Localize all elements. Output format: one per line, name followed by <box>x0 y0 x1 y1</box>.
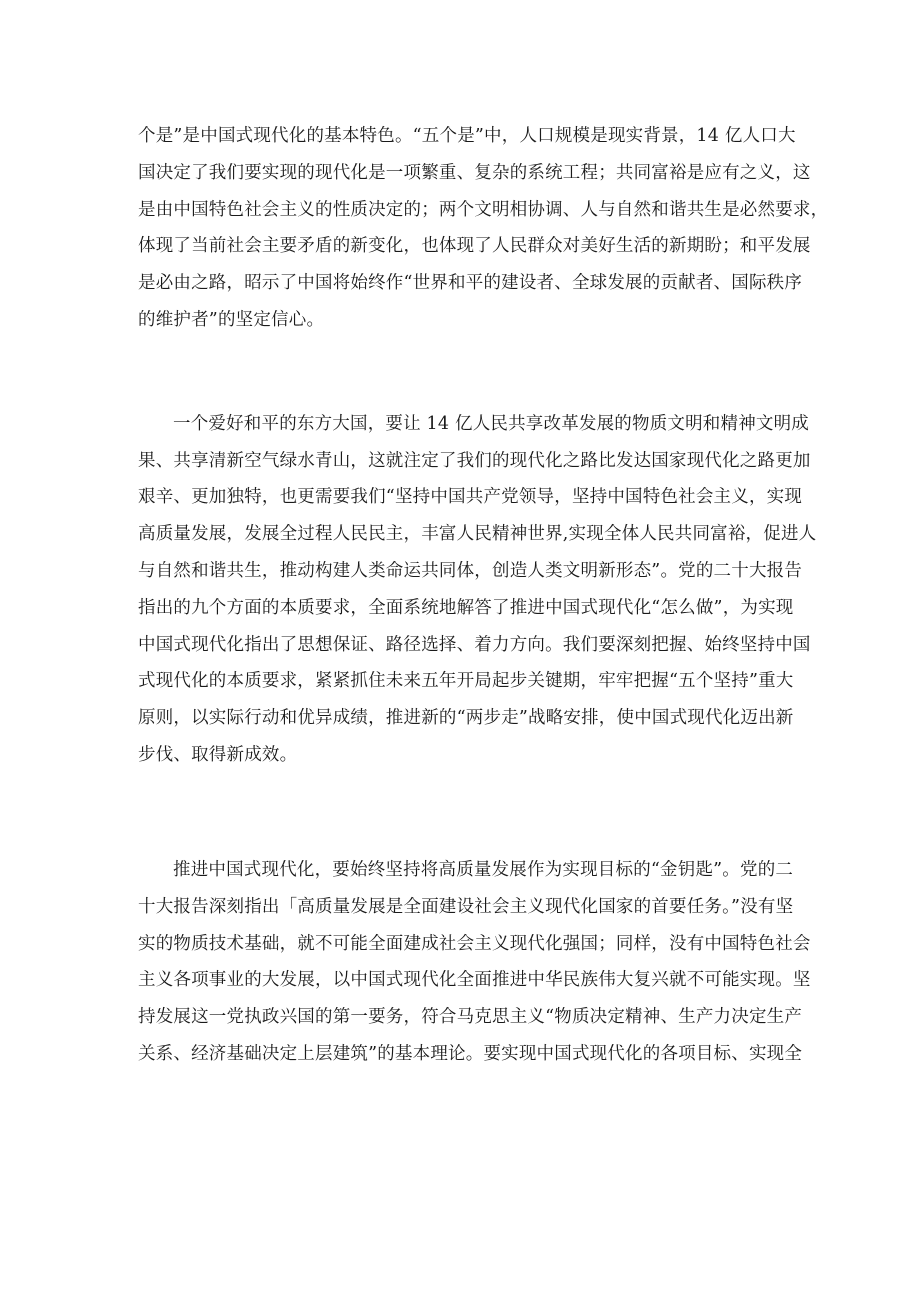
text-line: 实的物质技术基础，就不可能全面建成社会主义现代化强国；同样，没有中国特色社会 <box>138 934 811 954</box>
text-line: 主义各项事业的大发展，以中国式现代化全面推进中华民族伟大复兴就不可能实现。坚 <box>138 970 811 990</box>
text-line: 是必由之路，昭示了中国将始终作“世界和平的建设者、全球发展的贡献者、国际秩序 <box>138 273 803 293</box>
text-line: 指出的九个方面的本质要求，全面系统地解答了推进中国式现代化“怎么做”，为实现 <box>138 598 794 618</box>
text-line: 个是”是中国式现代化的基本特色。“五个是”中，人口规模是现实背景，14 亿人口大 <box>138 126 796 146</box>
text-line: 国决定了我们要实现的现代化是一项繁重、复杂的系统工程；共同富裕是应有之义，这 <box>138 163 811 183</box>
text-line: 果、共享清新空气绿水青山，这就注定了我们的现代化之路比发达国家现代化之路更加 <box>138 451 811 471</box>
text-line: 步伐、取得新成效。 <box>138 745 298 765</box>
text-line: 式现代化的本质要求，紧紧抓住未来五年开局起步关键期，牢牢把握“五个坚持”重大 <box>138 671 794 691</box>
text-line: 关系、经济基础决定上层建筑”的基本理论。要实现中国式现代化的各项目标、实现全 <box>138 1044 803 1064</box>
text-line: 与自然和谐共生，推动构建人类命运共同体，创造人类文明新形态”。党的二十大报告 <box>138 561 803 581</box>
text-line: 是由中国特色社会主义的性质决定的；两个文明相协调、人与自然和谐共生是必然要求， <box>138 200 829 220</box>
text-line: 的维护者”的坚定信心。 <box>138 310 325 330</box>
text-line: 体现了当前社会主要矛盾的新变化，也体现了人民群众对美好生活的新期盼；和平发展 <box>138 236 811 256</box>
text-line: 原则，以实际行动和优异成绩，推进新的“两步走”战略安排，使中国式现代化迈出新 <box>138 708 794 728</box>
text-line: 一个爱好和平的东方大国，要让 14 亿人民共享改革发展的物质文明和精神文明成 <box>173 414 809 434</box>
text-line: 中国式现代化指出了思想保证、路径选择、着力方向。我们要深刻把握、始终坚持中国 <box>138 635 811 655</box>
text-line: 高质量发展，发展全过程人民民主，丰富人民精神世界,实现全体人民共同富裕，促进人 <box>138 524 817 544</box>
text-line: 艰辛、更加独特，也更需要我们“坚持中国共产党领导，坚持中国特色社会主义，实现 <box>138 487 803 507</box>
text-line: 推进中国式现代化，要始终坚持将高质量发展作为实现目标的“金钥匙”。党的二 <box>173 860 794 880</box>
text-line: 持发展这一党执政兴国的第一要务，符合马克思主义“物质决定精神、生产力决定生产 <box>138 1007 803 1027</box>
text-line: 十大报告深刻指出「高质量发展是全面建设社会主义现代化国家的首要任务。”没有坚 <box>138 897 794 917</box>
